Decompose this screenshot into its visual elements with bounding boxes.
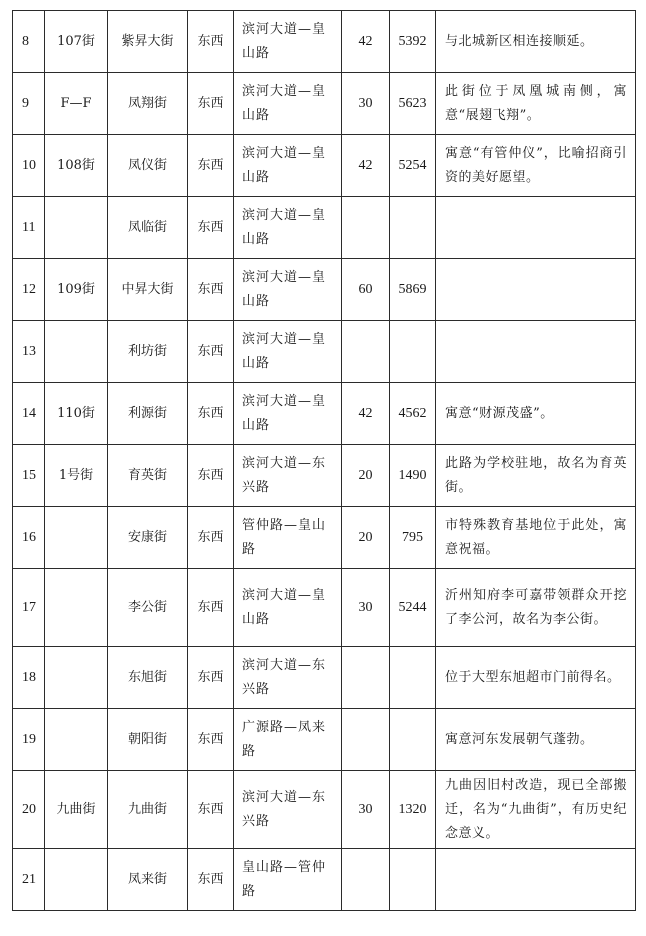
road-code-cell — [45, 569, 108, 647]
naming-meaning-cell — [436, 321, 636, 383]
table-row — [13, 321, 636, 383]
route-start-end-cell: 管仲路—皇山路 — [234, 507, 342, 569]
road-code-cell: 1号街 — [45, 445, 108, 507]
direction-cell: 东西 — [188, 647, 234, 709]
route-start-end-cell: 皇山路—管仲路 — [234, 849, 342, 911]
row-number-cell: 20 — [13, 771, 45, 849]
road-length-cell: 5623 — [390, 73, 436, 135]
road-length-cell — [390, 647, 436, 709]
road-width-cell — [342, 647, 390, 709]
road-width-cell: 30 — [342, 73, 390, 135]
route-start-end-cell: 滨河大道—东兴路 — [234, 647, 342, 709]
street-name-cell: 凤翔街 — [108, 73, 188, 135]
street-name-cell: 利坊街 — [108, 321, 188, 383]
route-start-end-cell: 滨河大道—东兴路 — [234, 771, 342, 849]
street-name-cell: 李公街 — [108, 569, 188, 647]
direction-cell: 东西 — [188, 445, 234, 507]
row-number-cell: 17 — [13, 569, 45, 647]
naming-meaning-cell: 市特殊教育基地位于此处，寓意祝福。 — [436, 507, 636, 569]
naming-meaning-cell — [436, 197, 636, 259]
road-length-cell: 1320 — [390, 771, 436, 849]
route-start-end-cell: 滨河大道—皇山路 — [234, 73, 342, 135]
table-row — [13, 259, 636, 321]
road-width-cell: 60 — [342, 259, 390, 321]
street-name-cell: 朝阳街 — [108, 709, 188, 771]
road-length-cell: 5869 — [390, 259, 436, 321]
road-code-cell: 107街 — [45, 11, 108, 73]
street-name-cell: 凤来街 — [108, 849, 188, 911]
road-length-cell — [390, 849, 436, 911]
naming-meaning-cell — [436, 259, 636, 321]
road-code-cell — [45, 849, 108, 911]
table-row — [13, 135, 636, 197]
road-length-cell: 4562 — [390, 383, 436, 445]
table-row — [13, 507, 636, 569]
direction-cell: 东西 — [188, 73, 234, 135]
route-start-end-cell: 滨河大道—东兴路 — [234, 445, 342, 507]
naming-meaning-cell: 此街位于凤凰城南侧，寓意“展翅飞翔”。 — [436, 73, 636, 135]
street-name-cell: 紫昇大街 — [108, 11, 188, 73]
table-row — [13, 569, 636, 647]
direction-cell: 东西 — [188, 569, 234, 647]
direction-cell: 东西 — [188, 507, 234, 569]
row-number-cell: 12 — [13, 259, 45, 321]
road-width-cell — [342, 197, 390, 259]
table-row — [13, 647, 636, 709]
road-width-cell: 42 — [342, 383, 390, 445]
row-number-cell: 15 — [13, 445, 45, 507]
row-number-cell: 9 — [13, 73, 45, 135]
row-number-cell: 21 — [13, 849, 45, 911]
route-start-end-cell: 滨河大道—皇山路 — [234, 569, 342, 647]
street-name-cell: 九曲街 — [108, 771, 188, 849]
road-code-cell: 108街 — [45, 135, 108, 197]
table-row — [13, 383, 636, 445]
road-length-cell — [390, 709, 436, 771]
road-width-cell: 42 — [342, 135, 390, 197]
street-name-cell: 凤临街 — [108, 197, 188, 259]
row-number-cell: 19 — [13, 709, 45, 771]
table-row — [13, 11, 636, 73]
direction-cell: 东西 — [188, 383, 234, 445]
street-name-cell: 中昇大街 — [108, 259, 188, 321]
road-width-cell: 20 — [342, 507, 390, 569]
road-code-cell — [45, 507, 108, 569]
road-width-cell: 20 — [342, 445, 390, 507]
road-code-cell — [45, 321, 108, 383]
direction-cell: 东西 — [188, 259, 234, 321]
road-length-cell: 1490 — [390, 445, 436, 507]
direction-cell: 东西 — [188, 849, 234, 911]
road-code-cell: 110街 — [45, 383, 108, 445]
road-length-cell: 5244 — [390, 569, 436, 647]
route-start-end-cell: 滨河大道—皇山路 — [234, 135, 342, 197]
row-number-cell: 11 — [13, 197, 45, 259]
road-code-cell: F—F — [45, 73, 108, 135]
row-number-cell: 18 — [13, 647, 45, 709]
row-number-cell: 14 — [13, 383, 45, 445]
route-start-end-cell: 广源路—凤来路 — [234, 709, 342, 771]
direction-cell: 东西 — [188, 135, 234, 197]
road-code-cell — [45, 647, 108, 709]
street-name-cell: 利源街 — [108, 383, 188, 445]
road-length-cell — [390, 197, 436, 259]
table-row — [13, 197, 636, 259]
road-length-cell — [390, 321, 436, 383]
table-row — [13, 849, 636, 911]
road-width-cell — [342, 321, 390, 383]
street-naming-table — [12, 10, 636, 911]
route-start-end-cell: 滨河大道—皇山路 — [234, 321, 342, 383]
street-name-cell: 凤仪街 — [108, 135, 188, 197]
street-name-cell: 安康街 — [108, 507, 188, 569]
table-row — [13, 445, 636, 507]
route-start-end-cell: 滨河大道—皇山路 — [234, 259, 342, 321]
road-code-cell: 九曲街 — [45, 771, 108, 849]
road-width-cell: 30 — [342, 771, 390, 849]
table-row — [13, 709, 636, 771]
naming-meaning-cell: 寓意河东发展朝气蓬勃。 — [436, 709, 636, 771]
naming-meaning-cell: 与北城新区相连接顺延。 — [436, 11, 636, 73]
row-number-cell: 10 — [13, 135, 45, 197]
direction-cell: 东西 — [188, 11, 234, 73]
road-width-cell: 30 — [342, 569, 390, 647]
row-number-cell: 8 — [13, 11, 45, 73]
route-start-end-cell: 滨河大道—皇山路 — [234, 197, 342, 259]
road-width-cell — [342, 709, 390, 771]
street-name-cell: 东旭街 — [108, 647, 188, 709]
direction-cell: 东西 — [188, 709, 234, 771]
direction-cell: 东西 — [188, 197, 234, 259]
naming-meaning-cell: 沂州知府李可嘉带领群众开挖了李公河，故名为李公街。 — [436, 569, 636, 647]
road-width-cell: 42 — [342, 11, 390, 73]
route-start-end-cell: 滨河大道—皇山路 — [234, 383, 342, 445]
row-number-cell: 16 — [13, 507, 45, 569]
road-length-cell: 5392 — [390, 11, 436, 73]
naming-meaning-cell: 九曲因旧村改造，现已全部搬迁，名为“九曲街”，有历史纪念意义。 — [436, 771, 636, 849]
road-length-cell: 5254 — [390, 135, 436, 197]
naming-meaning-cell: 位于大型东旭超市门前得名。 — [436, 647, 636, 709]
table-row — [13, 771, 636, 849]
naming-meaning-cell: 寓意“有管仲仪”，比喻招商引资的美好愿望。 — [436, 135, 636, 197]
road-code-cell — [45, 197, 108, 259]
direction-cell: 东西 — [188, 321, 234, 383]
row-number-cell: 13 — [13, 321, 45, 383]
road-width-cell — [342, 849, 390, 911]
table-row — [13, 73, 636, 135]
route-start-end-cell: 滨河大道—皇山路 — [234, 11, 342, 73]
direction-cell: 东西 — [188, 771, 234, 849]
naming-meaning-cell: 此路为学校驻地，故名为育英街。 — [436, 445, 636, 507]
road-code-cell: 109街 — [45, 259, 108, 321]
road-length-cell: 795 — [390, 507, 436, 569]
naming-meaning-cell: 寓意“财源茂盛”。 — [436, 383, 636, 445]
naming-meaning-cell — [436, 849, 636, 911]
table-body — [13, 11, 636, 911]
road-code-cell — [45, 709, 108, 771]
street-name-cell: 育英街 — [108, 445, 188, 507]
